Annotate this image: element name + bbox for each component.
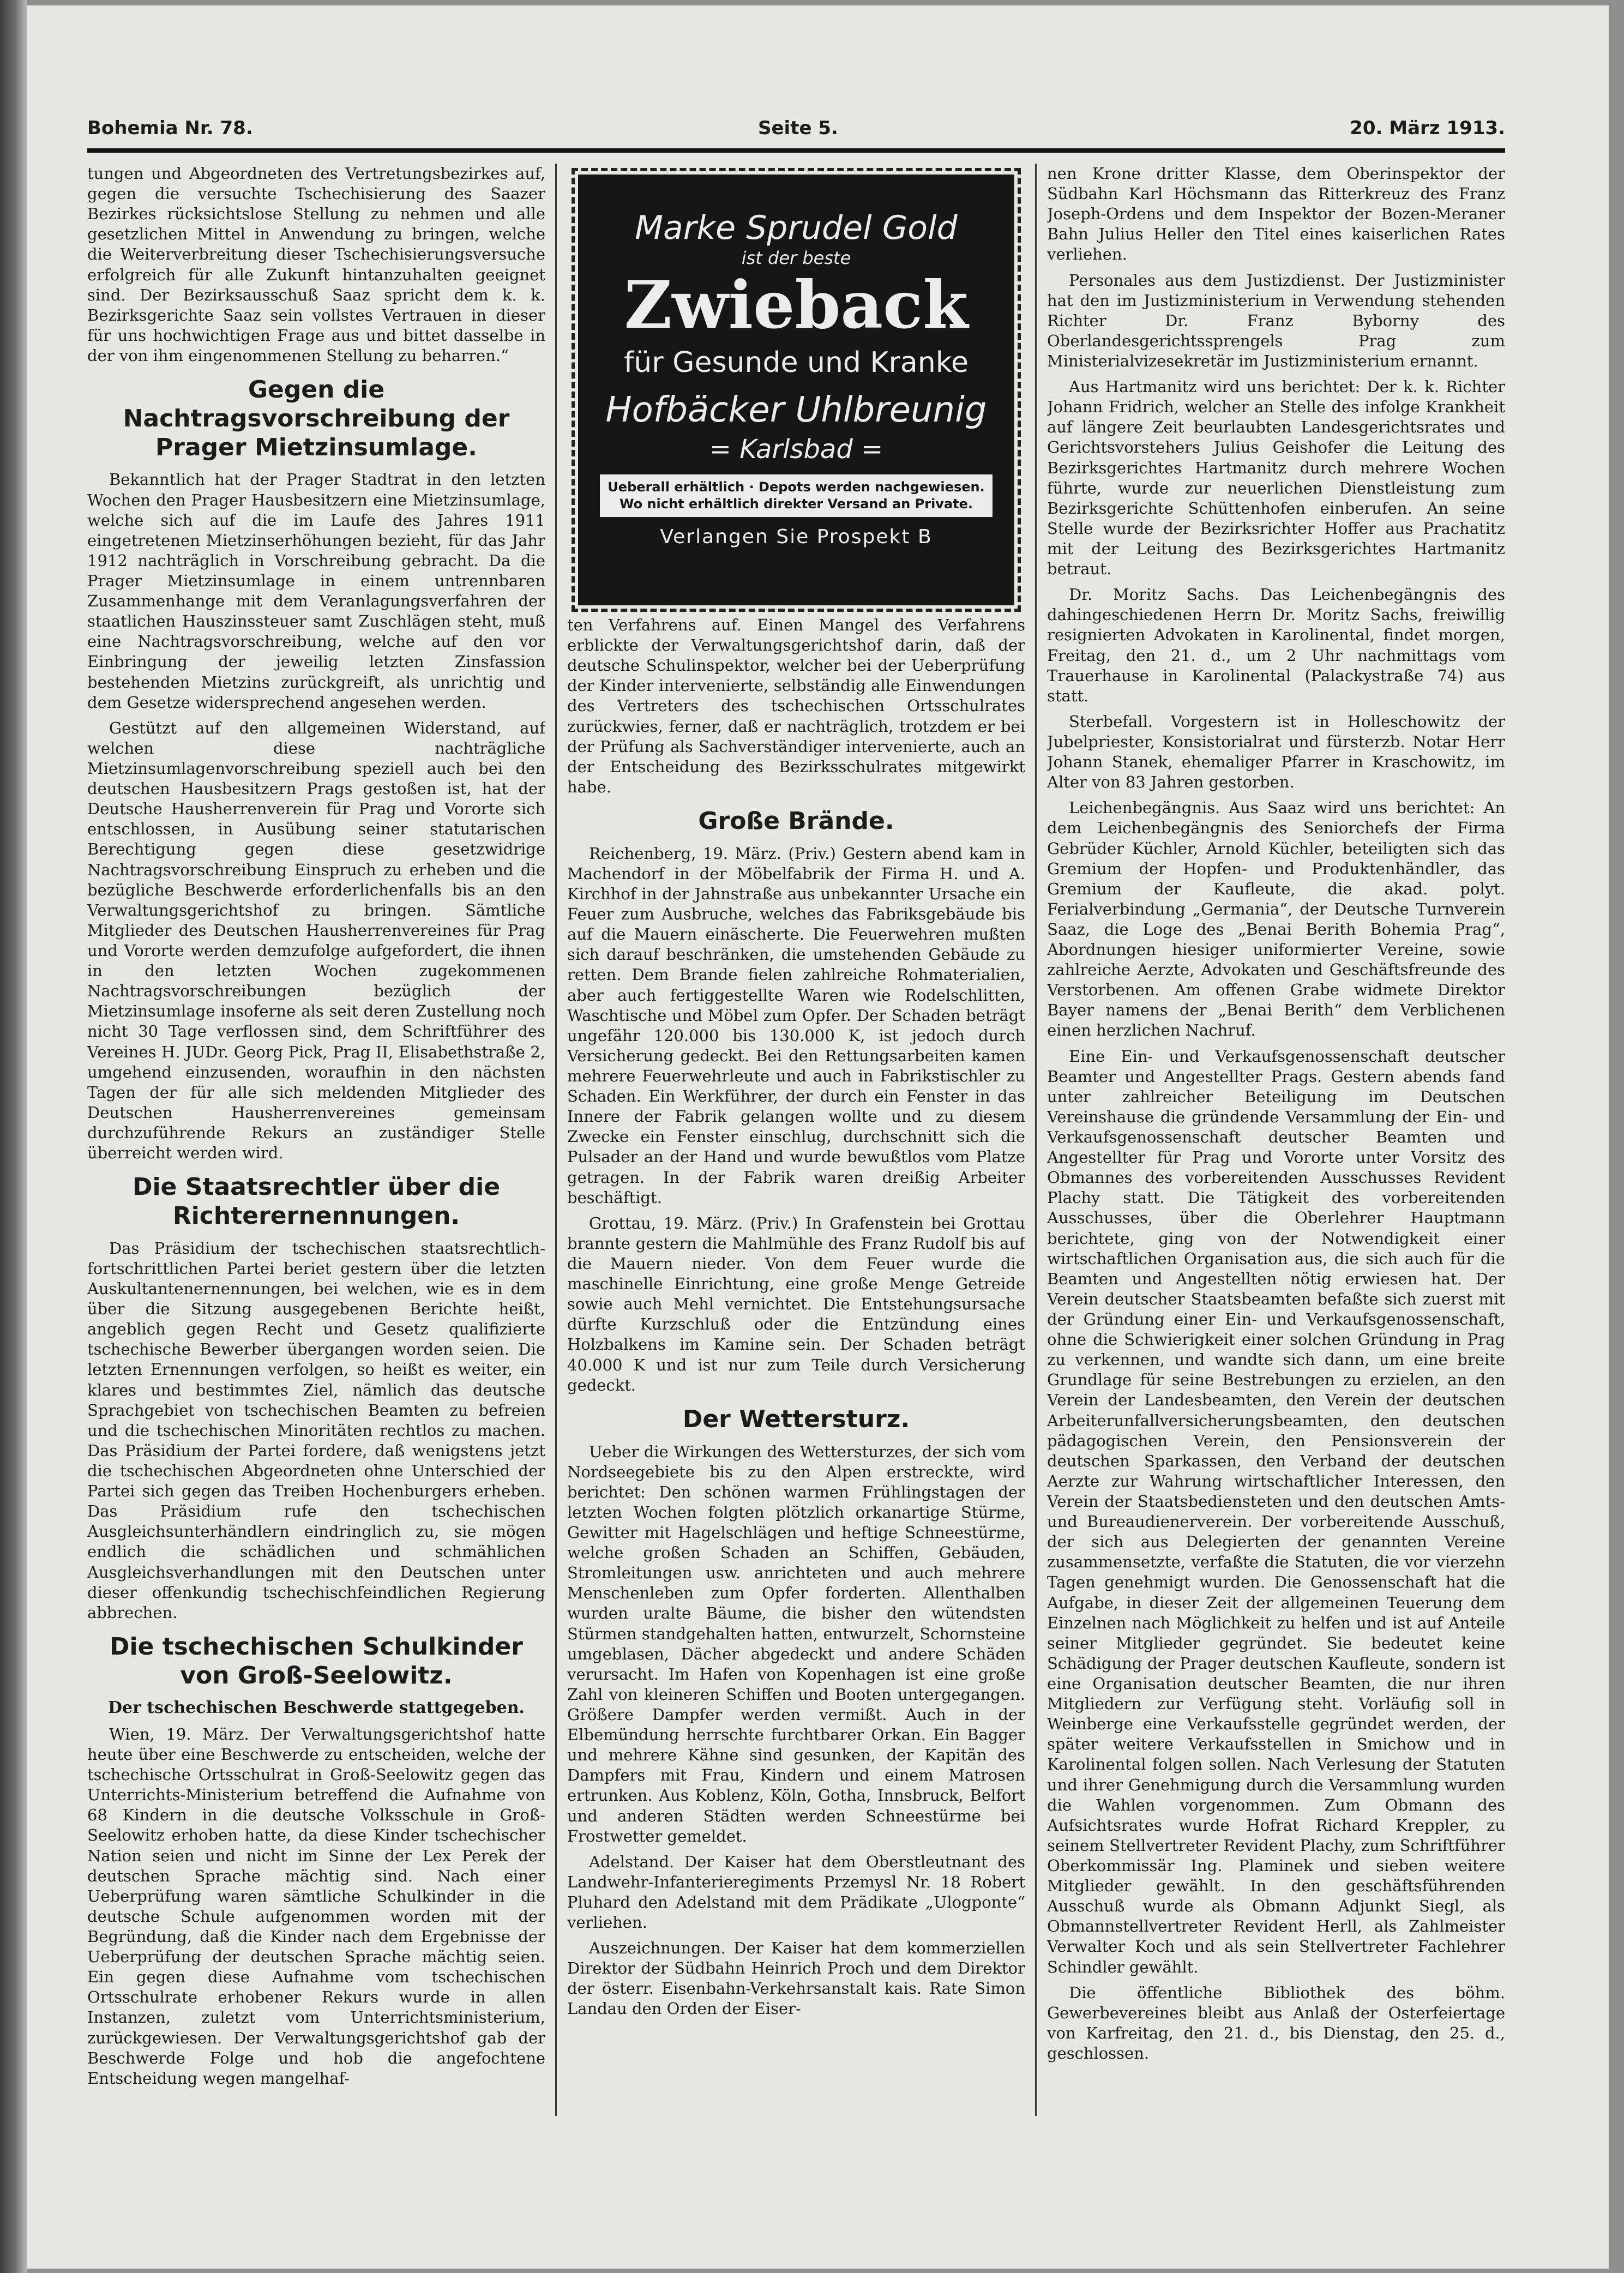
page-header: [87, 117, 1505, 150]
article-text: nen Krone dritter Klasse, dem Oberinspektor der Südbahn Karl Höchsmann das Ritterkreuz des Franz Joseph-Ordens und dem Inspektor der Bozen-Meraner Bahn Julius Heller den Titel eines kaiserlichen Rates verliehen.: [1047, 164, 1505, 264]
article-text: Aus Hartmanitz wird uns berichtet: Der k. k. Richter Johann Fridrich, welcher an Stelle des infolge Krankheit auf längere Zeit beurlaubten Landesgerichtsrates und Gerichtsvorstehers Julius Geishofer die Leitung des Bezirksgerichtes Hartmanitz durch mehrere Wochen führte, wurde zur neuerlichen Dienstleistung zum Bezirksgerichte Schüttenhofen einberufen. An seine Stelle wurde der Bezirksrichter Hoffer aus Prachatitz mit der Leitung des Bezirksgerichtes Hartmanitz betraut.: [1047, 377, 1505, 579]
article-subheadline: Der tschechischen Beschwerde stattgegeben.: [107, 1698, 525, 1718]
ad-availability-line: Ueberall erhältlich · Depots werden nachgewiesen.: [608, 479, 985, 495]
ad-brand: Marke Sprudel Gold: [635, 209, 958, 247]
zwieback-advertisement: [578, 175, 1014, 605]
header-date: 20. März 1913.: [1350, 117, 1505, 139]
article-text: Personales aus dem Justizdienst. Der Justizminister hat den im Justizministerium in Verwendung stehenden Richter Dr. Franz Byborny des Oberlandesgerichtssprengels Prag zum Ministerialvizesekretär im Justizministerium ernannt.: [1047, 270, 1505, 370]
article-headline: Große Brände.: [698, 807, 894, 835]
ad-audience: für Gesunde und Kranke: [624, 346, 969, 379]
article-text: Sterbefall. Vorgestern ist in Holleschowitz der Jubelpriester, Konsistorialrat und fürsterzb. Notar Herr Johann Stanek, ehemaliger Pfarrer in Kraschowitz, im Alter von 83 Jahren gestorben.: [1047, 712, 1505, 792]
column-divider: [555, 164, 557, 2116]
article-text: Die öffentliche Bibliothek des böhm. Gewerbevereines bleibt aus Anlaß der Osterfeiertage von Karfreitag, den 21. d., bis Dienstag, den 25. d., geschlossen.: [1047, 1983, 1505, 2062]
article-text: Leichenbegängnis. Aus Saaz wird uns berichtet: An dem Leichenbegängnis des Seniorchefs der Firma Gebrüder Küchler, Arnold Küchler, beteiligten sich das Gremium der Hopfen- und Produktenhändler, das Gremium der Kaufleute, die akad. polyt. Ferialverbindung „Germania“, der Deutsche Turnverein Saaz, die Loge des „Benai Berith Bohemia Prag“, Abordnungen hiesiger uniformierter Vereine, sowie zahlreiche Aerzte, Advokaten und Geschäftsfreunde des Verstorbenen. Am offenen Grabe widmete Direktor Bayer namens der „Benai Berith“ dem Verblichenen einen herzlichen Nachruf.: [1047, 798, 1505, 1040]
article-headline: Der Wettersturz.: [682, 1405, 910, 1433]
ad-location: = Karlsbad =: [709, 434, 883, 465]
article-text: Auszeichnungen. Der Kaiser hat dem kommerziellen Direktor der Südbahn Heinrich Proch und dem Direktor der österr. Eisenbahn-Verkehrsanstalt kais. Rate Simon Landau den Orden der Eiser-: [567, 1939, 1025, 2018]
article-text: Gestützt auf den allgemeinen Widerstand, auf welchen diese nachträgliche Mietzinsumlagenvorschreibung speziell auch bei den deutschen Hausbesitzern Prags gestoßen ist, hat der Deutsche Hausherrenverein für Prag und Vororte sich entschlossen, in Ausübung seiner statutarischen Berechtigung gegen diese gesetzwidrige Nachtragsvorschreibung Einspruch zu erheben und die bezügliche Beschwerde erforderlichenfalls bis an den Verwaltungsgerichtshof zu bringen. Sämtliche Mitglieder des Deutschen Hausherrenvereines für Prag und Vororte werden demzufolge aufgefordert, die ihnen in den letzten Wochen zugekommenen Nachtragsvorschreibungen bezüglich der Mietzinsumlage insoferne als seit deren Zustellung noch nicht 30 Tage verflossen sind, dem Schriftführer des Vereines H. JUDr. Georg Pick, Prag II, Elisabethstraße 2, umgehend einzusenden, woraufhin in den nächsten Tagen der für alle sich meldenden Mitglieder des Deutschen Hausherrenvereines gemeinsam durchzuführende Rekurs an zuständiger Stelle überreicht werden wird.: [87, 718, 545, 1163]
article-text: Dr. Moritz Sachs. Das Leichenbegängnis des dahingeschiedenen Herrn Dr. Moritz Sachs, freiwillig resignierten Advokaten in Karolinental, findet morgen, Freitag, den 21. d., um 2 Uhr nachmittags vom Trauerhause in Karolinental (Palackystraße 74) aus statt.: [1047, 585, 1505, 705]
article-text: Adelstand. Der Kaiser hat dem Oberstleutnant des Landwehr-Infanterieregiments Przemysl Nr. 18 Robert Pluhard den Adelstand mit dem Prädikate „Ulogponte“ verliehen.: [567, 1852, 1025, 1932]
article-text: Bekanntlich hat der Prager Stadtrat in den letzten Wochen den Prager Hausbesitzern eine Mietzinsumlage, welche sich auf die im Laufe des Jahres 1911 eingetretenen Mietzinserhöhungen bezieht, für das Jahr 1912 nachträglich in Vorschreibung gebracht. Da die Prager Mietzinsumlage in einem untrennbaren Zusammenhange mit dem Veranlagungsverfahren der staatlichen Hauszinssteuer samt Zuschlägen steht, muß eine Nachtragsvorschreibung, welche auf den vor Einbringung der jeweilig letzten Zinsfassion bestehenden Mietzins zurückgreift, als unrichtig und dem Gesetze widersprechend angesehen werden.: [87, 470, 545, 712]
article-text: Das Präsidium der tschechischen staatsrechtlich-fortschrittlichen Partei beriet gestern über die letzten Auskultantenernennungen, bei welchen, wie es in dem über die Sitzung ausgegebenen Berichte heißt, angeblich gegen Recht und Gesetz qualifizierte tschechische Bewerber übergangen worden seien. Die letzten Ernennungen verfolgen, so heißt es weiter, ein klares und bestimmtes Ziel, nämlich das deutsche Sprachgebiet von tschechischen Beamten zu befreien und die tschechischen Minoritäten rechtlos zu machen. Das Präsidium der Partei fordere, daß wenigstens jetzt die tschechischen Abgeordneten ohne Unterschied der Partei sich gegen das Treiben Hochenburgers erheben. Das Präsidium rufe den tschechischen Ausgleichsunterhändlern eindringlich zu, sie mögen endlich die schädlichen und schmählichen Ausgleichsverhandlungen mit den Deutschen unter dieser offenkundig tschechischfeindlichen Regierung abbrechen.: [87, 1238, 545, 1622]
column-divider: [1035, 164, 1037, 2116]
article-text: Reichenberg, 19. März. (Priv.) Gestern abend kam in Machendorf in der Möbelfabrik der Firma H. und A. Kirchhof in der Jahnstraße aus unbekannter Ursache ein Feuer zum Ausbruche, welches das Fabriksgebäude bis auf die Mauern einäscherte. Die Feuerwehren mußten sich darauf beschränken, die umstehenden Gebäude zu retten. Dem Brande fielen zahlreiche Rohmaterialien, aber auch fertiggestellte Waren wie Rodelschlitten, Waschtische und Möbel zum Opfer. Der Schaden beträgt ungefähr 120.000 bis 130.000 K, ist jedoch durch Versicherung gedeckt. Bei den Rettungsarbeiten kamen mehrere Feuerwehrleute und auch in Fabrikstischler zu Schaden. Ein Werkführer, der durch ein Fenster in das Innere der Fabrik gelangen wollte und zu diesem Zwecke ein Fenster einschlug, durchschnitt sich die Pulsader an der Hand und wurde bewußtlos vom Platze getragen. In der Fabrik waren dreißig Arbeiter beschäftigt.: [567, 844, 1025, 1207]
header-rule: [87, 148, 1505, 153]
header-publication: Bohemia Nr. 78.: [87, 117, 253, 139]
column-2: [567, 164, 1025, 2127]
article-text: Wien, 19. März. Der Verwaltungsgerichtshof hatte heute über eine Beschwerde zu entscheiden, welche der tschechische Ortsschulrat in Groß-Seelowitz gegen das Unterrichts-Ministerium betreffend die Aufnahme von 68 Kindern in die deutsche Volksschule in Groß-Seelowitz erhoben hatte, da diese Kinder tschechischer Nation seien und nicht im Sinne der Lex Perek der deutschen Sprache mächtig sind. Nach einer Ueberprüfung waren sämtliche Schulkinder in die deutsche Schule aufgenommen worden mit der Begründung, daß die Kinder nach dem Ergebnisse der Ueberprüfung der deutschen Sprache mächtig seien. Ein gegen diese Aufnahme vom tschechischen Ortsschulrate erhobener Rekurs wurde in allen Instanzen, zuletzt vom Unterrichtsministerium, zurückgewiesen. Der Verwaltungsgerichtshof gab der Beschwerde Folge und hob die angefochtene Entscheidung wegen mangelhaf-: [87, 1724, 545, 2088]
article-headline: Die Staatsrechtler über die Richterernennungen.: [132, 1173, 501, 1230]
article-headline: Gegen die Nachtragsvorschreibung der Prager Mietzinsumlage.: [123, 376, 510, 461]
column-3: [1047, 164, 1505, 2105]
ad-maker: Hofbäcker Uhlbreunig: [605, 390, 987, 431]
book-spine-shadow: [0, 0, 27, 2273]
ad-availability-line: Wo nicht erhältlich direkter Versand an Private.: [619, 496, 973, 512]
article-headline: Die tschechischen Schulkinder von Groß-Seelowitz.: [109, 1632, 523, 1689]
column-1: [87, 164, 545, 2105]
ad-availability: [600, 474, 993, 517]
ad-tagline: ist der beste: [741, 247, 851, 268]
article-text: Grottau, 19. März. (Priv.) In Grafenstein bei Grottau brannte gestern die Mahlmühle des Franz Rudolf bis auf die Mauern nieder. Von dem Feuer wurde die maschinelle Einrichtung, eine große Menge Getreide sowie auch Mehl vernichtet. Die Entstehungsursache dürfte Kurzschluß oder die Entzündung eines Holzbalkens im Kamine sein. Der Schaden beträgt 40.000 K und ist nur zum Teile durch Versicherung gedeckt.: [567, 1213, 1025, 1394]
article-text: tungen und Abgeordneten des Vertretungsbezirkes auf, gegen die versuchte Tschechisierung des Saazer Bezirkes rücksichtslose Stellung zu nehmen und alle gesetzlichen Mittel in Anwendung zu bringen, welche die Weiterverbreitung dieser Tschechisierungsversuche erfolgreich für alle Zukunft hintanzuhalten geeignet sind. Der Bezirksausschuß Saaz spricht dem k. k. Bezirksgerichte Saaz sein vollstes Vertrauen in dieser für uns hochwichtigen Frage aus und bittet dasselbe in der von ihm eingenommenen Stellung zu beharren.“: [87, 164, 545, 365]
article-text: Eine Ein- und Verkaufsgenossenschaft deutscher Beamter und Angestellter Prags. Gestern abends fand unter zahlreicher Beteiligung im Deutschen Vereinshause die gründende Versammlung der Ein- und Verkaufsgenossenschaft deutscher Beamten und Angestellter für Prag und Vororte unter Vorsitz des Obmannes des vorbereitenden Ausschusses Revident Plachy statt. Die Tätigkeit des vorbereitenden Ausschusses, über die Oberlehrer Hauptmann berichtete, ging von der Notwendigkeit einer wirtschaftlichen Organisation aus, die sich auch für die Beamten und Angestellten nötig erwiesen hat. Der Verein deutscher Staatsbeamten befaßte sich zuerst mit der Gründung einer Ein- und Verkaufsgenossenschaft, ohne die Schwierigkeit einer solchen Gründung in Prag zu verkennen, und wandte sich dann, um eine breite Grundlage für seine Bestrebungen zu erzielen, an den Verein der Landesbeamten, den Verein der deutschen Arbeiterunfallversicherungsbeamten, den deutschen pädagogischen Verein, den Pensionsverein der deutschen Sparkassen, den Verband der deutschen Aerzte zur Wahrung wirtschaftlicher Interessen, den Verein der Staatsbediensteten und den deutschen Amts- und Bureaudienerverein. Der vorbereitende Ausschuß, der sich aus Delegierten der genannten Vereine zusammensetzte, verfaßte die Statuten, die vor vierzehn Tagen genehmigt wurden. Die Genossenschaft hat die Aufgabe, in dieser Zeit der allgemeinen Teuerung dem Einzelnen nach Möglichkeit zu helfen und ist auf Anteile seiner Mitglieder gegründet. Sie bedeutet keine Schädigung der Prager deutschen Kaufleute, sondern ist eine Organisation deutscher Beamten, die nur ihren Mitgliedern zur Verfügung steht. Vorläufig soll in Weinberge eine Verkaufsstelle gegründet werden, der später weitere Verkaufsstellen in Smichow und in Karolinental folgen sollen. Nach Verlesung der Statuten und ihrer Genehmigung durch die Versammlung wurden die Wahlen vorgenommen. Zum Obmann des Aufsichtsrates wurde Hofrat Richard Kreppler, zu seinem Stellvertreter Revident Plachy, zum Schriftführer Oberkommissär Ing. Plaminek und sieben weitere Mitglieder gewählt. In den geschäftsführenden Ausschuß wurde als Obmann Adjunkt Siegl, als Obmannstellvertreter Revident Herll, als Zahlmeister Verwalter Koch und als sein Stellvertreter Fachlehrer Schindler gewählt.: [1047, 1047, 1505, 1976]
header-page-number: Seite 5.: [758, 117, 838, 139]
ad-product: Zwieback: [624, 266, 969, 344]
article-text: Ueber die Wirkungen des Wettersturzes, der sich vom Nordseegebiete bis zu den Alpen erstreckte, wird berichtet: Den schönen warmen Frühlingstagen der letzten Wochen folgten plötzlich orkanartige Stürme, Gewitter mit Hagelschlägen und heftige Schneestürme, welche großen Schaden an Schiffen, Gebäuden, Stromleitungen usw. anrichteten und auch mehrere Menschenleben zum Opfer forderten. Allenthalben wurden uralte Bäume, die bisher den wütendsten Stürmen standgehalten hatten, entwurzelt, Schornsteine umgeblasen, Dächer abgedeckt und andere Schäden verursacht. Im Hafen von Kopenhagen ist eine große Zahl von kleineren Schiffen und Booten untergegangen. Größere Dampfer werden vermißt. Auch in der Elbemündung herrschte furchtbarer Orkan. Ein Bagger und mehrere Kähne sind gesunken, der Kapitän des Dampfers mit Frau, Kindern und einem Matrosen ertrunken. Aus Koblenz, Köln, Gotha, Innsbruck, Belfort und anderen Städten werden Schneestürme bei Frostwetter gemeldet.: [567, 1442, 1025, 1845]
article-text: ten Verfahrens auf. Einen Mangel des Verfahrens erblickte der Verwaltungsgerichtshof darin, daß der deutsche Schulinspektor, welcher bei der Ueberprüfung der Kinder intervenierte, selbständig alle Einwendungen des Vertreters des tschechischen Ortsschulrates zurückwies, ferner, daß er nachträglich, trotzdem er bei der Prüfung als Sachverständiger intervenierte, auch an der Entscheidung des Bezirksschulrates mitgewirkt habe.: [567, 616, 1025, 796]
ad-prospectus: Verlangen Sie Prospekt B: [660, 526, 933, 549]
